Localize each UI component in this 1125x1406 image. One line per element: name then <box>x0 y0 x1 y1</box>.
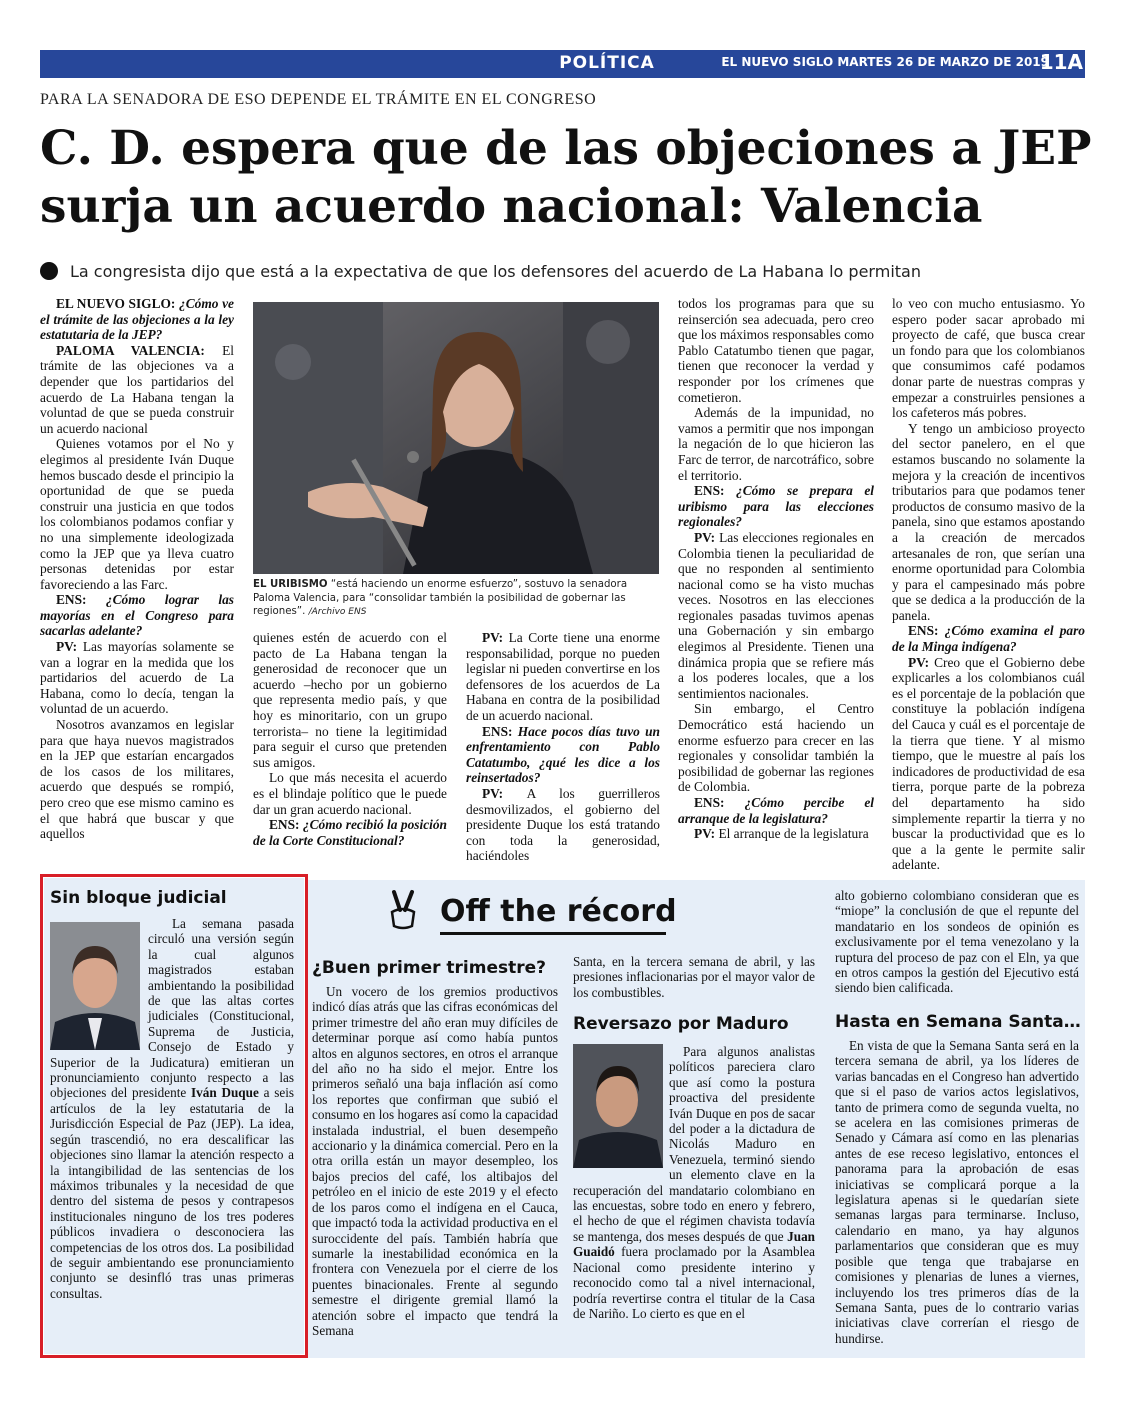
caption-text: “está haciendo un enorme esfuerzo”, sostuvo la senadora Paloma Valencia, para “consolidar también la posibilidad de gobernar las regiones”. <box>253 579 628 617</box>
interviewee-label: PALOMA VALENCIA: <box>56 342 223 358</box>
paragraph: Lo que más necesita el acuerdo es el blindaje político que le puede dar un gran acuerdo nacional. <box>253 770 447 817</box>
page-number: 11A <box>1039 50 1083 74</box>
photo-caption <box>253 578 659 620</box>
santa-text <box>835 1038 1079 1346</box>
answer-text: Las elecciones regionales en Colombia tienen la peculiaridad de que no responden al sentimiento nacional como se ha visto muchas veces. Nosotros en las elecciones regionales pasadas tuvimos apenas una Gobernación y sin embargo elegimos al Presidente. Tienen una dinámica propia que se refiere más a los poderes locales, que a los sentimientos nacionales. <box>678 529 874 701</box>
interviewee-label: PV: <box>694 826 719 842</box>
answer-text: El arranque de la legislatura <box>718 826 869 842</box>
question-text: Hace pocos días tuvo un enfrentamiento con Pablo Catatumbo, ¿qué les dice a los reinsertados? <box>466 723 661 786</box>
interviewer-label: ENS: <box>56 592 106 608</box>
question-text: ¿Cómo percibe el arranque de la legislatura? <box>678 795 874 826</box>
article-column-1 <box>40 296 234 842</box>
paragraph: Quienes votamos por el No y elegimos al presidente Iván Duque hemos buscado desde el principio la oportunidad de que se pueda construir una justicia en que todos los colombianos podamos confiar y no una simplemente ideologizada como la JEP que ya lleva cuatro personas detenidas por estar favoreciendo a las Farc. <box>40 436 234 592</box>
section-name: POLÍTICA <box>559 53 655 73</box>
portrait-spacer <box>50 916 148 1052</box>
dateline: EL NUEVO SIGLO MARTES 26 DE MARZO DE 2019 <box>721 55 1049 69</box>
article-subhead <box>40 262 1100 281</box>
article-column-3 <box>466 630 660 864</box>
maduro-text <box>573 1044 815 1321</box>
maduro-text-2: fuera proclamado por la Asamblea Nacional como presidente interino y reconocido como tal a nivel internacional, podría revertirse contra el titular de la Casa de Nariño. Lo cierto es que en el <box>573 1244 815 1321</box>
trimestre-continuation <box>573 954 815 1000</box>
answer-text: Las mayorías solamente se van a lograr en la medida que los partidarios del acuerdo de La Habana, como lo decía, tengan la voluntad de un acuerdo. <box>40 639 234 717</box>
bullet-icon <box>40 262 58 280</box>
paragraph: Sin embargo, el Centro Democrático está haciendo un enorme esfuerzo para crecer en las regionales y consolidar también la posibilidad de gobernar las regiones de Colombia. <box>678 701 874 795</box>
caption-lead: EL URIBISMO <box>253 579 328 590</box>
interviewer-label: ENS: <box>269 817 303 833</box>
section-header-bar <box>40 50 1085 78</box>
article-column-4 <box>678 296 874 842</box>
paragraph: Y tengo un ambicioso proyecto del sector panelero, en el que estamos buscando no solamente la mejora y la creación de incentivos tributarios para que podamos tener productos de consumo masivo de la panela, sino que estamos apostando a la creación de mercados artesanales de ron, que serían una enorme oportunidad para Colombia y para el campesinado más pobre que se dedica a la producción de la panela. <box>892 420 1085 623</box>
question-text: ¿Cómo se prepara el uribismo para las elecciones regionales? <box>678 483 874 530</box>
answer-text: A los guerrilleros desmovilizados, el gobierno del presidente Duque los está tratando con toda la generosidad, haciéndoles <box>466 785 660 864</box>
answer-text: La Corte tiene una enorme responsabilidad, porque no pueden legislar ni pueden convertirse en los defensores de los acuerdos de La Habana en contra de la posibilidad de un acuerdo nacional. <box>466 630 660 723</box>
answer-text: El trámite de las objeciones va a depender que los partidarios del acuerdo de La Habana tengan la voluntad de que se pueda construir un acuerdo nacional <box>40 342 234 436</box>
interviewer-label: EL NUEVO SIGLO: <box>56 296 180 311</box>
sidebox-name: Iván Duque <box>191 1085 259 1101</box>
article-headline <box>40 120 1100 236</box>
maduro-text-1: Para algunos analistas políticos pareciera claro que así como la postura proactiva del presidente Iván Duque en pos de sacar del poder a la dictadura de Nicolás Maduro en Venezuela, terminó siendo un elemento clave en la recuperación del mandatario colombiano en las encuestas, sobre todo en enero y febrero, el hecho de que el régimen chavista todavía se mantenga, dos meses después de que <box>573 1044 815 1244</box>
paragraph: alto gobierno colombiano consideran que es “miope” la conclusión de que el repunte del mandatario en los sondeos de opinión es exclusivamente por el tema venezolano y la ruptura del proceso de paz con el Eln, ya que en otros campos la gestión del Ejecutivo está siendo bien calificada. <box>835 888 1079 996</box>
subhead-text: La congresista dijo que está a la expectativa de que los defensores del acuerdo de La Habana lo permitan <box>70 262 921 281</box>
paragraph: Un vocero de los gremios productivos indicó días atrás que las cifras económicas del primer trimestre del año eran muy difíciles de determinar porque así como había puntos altos en algunos sectores, en otros el arranque del año no ha sido el mejor. Entre los primeros señaló una baja inflación así como los reportes que confirman que subió el consumo en los hogares así como la capacidad instalada industrial, el buen desempeño accionario y la dinámica comercial. Pero en la otra orilla están un mayor desempleo, los bajos precios del café, los altibajos del petróleo en el inicio de este 2019 y el efecto de los paros como el indígena en el Cauca, que impactó toda la actividad productiva en el suroccidente del país. También habría que sumarle la inestabilidad económica en la frontera con Venezuela por el cierre de los puentes binacionales. Frente al segundo semestre el dirigente gremial llamó la atención sobre el impacto que tendrá la Semana <box>312 984 558 1338</box>
answer-text: Creo que el Gobierno debe explicarles a los colombianos cuál es el porcentaje de la población que constituye la población indígena del Cauca y cuál es el porcentaje de la tierra que tiene. Y al mismo tiempo, que le muestre al país los indicadores de productividad de esa tierra, porque parte de la pobreza del departamento ha sido simplemente repartir la tierra y no buscar la productividad que es lo que a la gente le permite salir adelante. <box>892 654 1085 873</box>
question-text: ¿Cómo lograr las mayorías en el Congreso para sacarlas adelante? <box>40 592 235 639</box>
interviewer-label: ENS: <box>694 795 745 810</box>
paragraph: todos los programas para que su reinserción sea adecuada, pero creo que los máximos responsables como Pablo Catatumbo tienen que pagar, tienen que reconocer la verdad y responder por los crímenes que cometieron. <box>678 296 874 405</box>
question-text: ¿Cómo examina el paro de la Minga indígena? <box>892 623 1085 655</box>
article-column-5 <box>892 296 1085 873</box>
paragraph: En vista de que la Semana Santa será en la tercera semana de abril, ya los líderes de varias bancadas en el Congreso han advertido que si el paso de varios actos legislativos, tanto de primera como de segunda vuelta, no se acelera en las comisiones primeras de Senado y Cámara así como en las plenarias antes de ese receso legislativo, entonces el panorama para la aprobación de esas iniciativas se complicará porque a la legislatura apenas si le quedarían siete semanas largas para terminarse. Incluso, calendario en mano, ya hay algunos parlamentarios que consideran que es muy posible que tenga que trabajarse en comisiones y plenarias de lunes a viernes, incluyendo los tres primeros días de la Semana Santa, pues de lo contrario varias iniciativas clave correrían el riesgo de hundirse. <box>835 1038 1079 1346</box>
maduro-continuation <box>835 888 1079 996</box>
paragraph: Además de la impunidad, no vamos a permitir que nos impongan la negación de lo que hicieron las Farc de terror, de narcotráfico, sobre el territorio. <box>678 405 874 483</box>
trimestre-title: ¿Buen primer trimestre? <box>312 958 546 978</box>
headline-line-2: surja un acuerdo nacional: Valencia <box>40 179 983 234</box>
victory-hand-icon <box>385 888 421 930</box>
sidebox-text <box>50 916 294 1301</box>
paragraph: quienes estén de acuerdo con el pacto de La Habana tengan la generosidad de reconocer que un acuerdo –hecho por un gobierno que representa medio país, y que hoy es minoritario, con un grupo terrorista– no tiene la legitimidad para seguir el curso que pretenden sus amigos. <box>253 630 447 770</box>
paragraph: Nosotros avanzamos en legislar para que haya nuevos magistrados en la JEP que estarían encargados de los casos de los militares, acuerdo que después se rompió, pero creo que ese mismo camino es el que habrá que buscar y que aquellos <box>40 717 234 842</box>
article-column-2 <box>253 630 447 848</box>
off-the-record-title: Off the récord <box>440 894 677 929</box>
interviewee-label: PV: <box>482 630 509 645</box>
interviewee-label: PV: <box>56 639 83 655</box>
sidebox-title: Sin bloque judicial <box>50 888 227 908</box>
sidebox-text-2: a seis artículos de la ley estatutaria de la Jurisdicción Especial de Paz (JEP). La idea, según trascendió, no era descalificar las objeciones sino llamar la atención respecto a la intangibilidad de las sentencias de los máximos tribunales y la necesidad de que dentro del sistema de pesos y contrapesos institucionales ninguno de los tres poderes públicos invadiera o desconociera las competencias de los otros dos. La posibilidad de seguir ambientando ese pronunciamiento conjunto se desinfló tras unas primeras consultas. <box>50 1085 294 1301</box>
interviewer-label: ENS: <box>694 483 737 499</box>
maduro-title: Reversazo por Maduro <box>573 1014 789 1034</box>
interviewer-label: ENS: <box>482 723 518 739</box>
article-photo <box>253 302 659 574</box>
interviewee-label: PV: <box>482 785 527 801</box>
portrait-spacer <box>573 1044 669 1170</box>
paragraph: lo veo con mucho entusiasmo. Yo espero poder sacar aprobado mi proyecto de café, que busca crear un fondo para que los colombianos que consumimos café podamos donar parte de nuestras compras y empezar a construirles pensiones a los cafeteros más pobres. <box>892 296 1085 421</box>
article-kicker: PARA LA SENADORA DE ESO DEPENDE EL TRÁMITE EN EL CONGRESO <box>40 91 597 108</box>
trimestre-text <box>312 984 558 1338</box>
title-rule <box>440 932 666 935</box>
photo-credit: /Archivo ENS <box>308 607 367 617</box>
headline-line-1: C. D. espera que de las objeciones a JEP <box>40 121 1092 176</box>
question-text: ¿Cómo recibió la posición de la Corte Constitucional? <box>253 817 447 848</box>
maduro-name: Juan Guaidó <box>573 1228 815 1260</box>
paragraph: Santa, en la tercera semana de abril, y las presiones inflacionarias por el mayor valor de los combustibles. <box>573 954 815 1000</box>
interviewer-label: ENS: <box>908 623 945 639</box>
interviewee-label: PV: <box>694 529 720 545</box>
interviewee-label: PV: <box>908 654 935 670</box>
santa-title: Hasta en Semana Santa… <box>835 1012 1081 1032</box>
question-text: ¿Cómo ve el trámite de las objeciones a la ley estatutaria de la JEP? <box>40 296 234 343</box>
sidebox-text-1: La semana pasada circuló una versión según la cual algunos magistrados estaban ambientando la posibilidad de que las altas cortes judiciales (Constitucional, Suprema de Justicia, Consejo de Estado y Superior de la Judicatura) emitieran un pronunciamiento conjunto respecto a las objeciones del presidente <box>50 916 294 1101</box>
